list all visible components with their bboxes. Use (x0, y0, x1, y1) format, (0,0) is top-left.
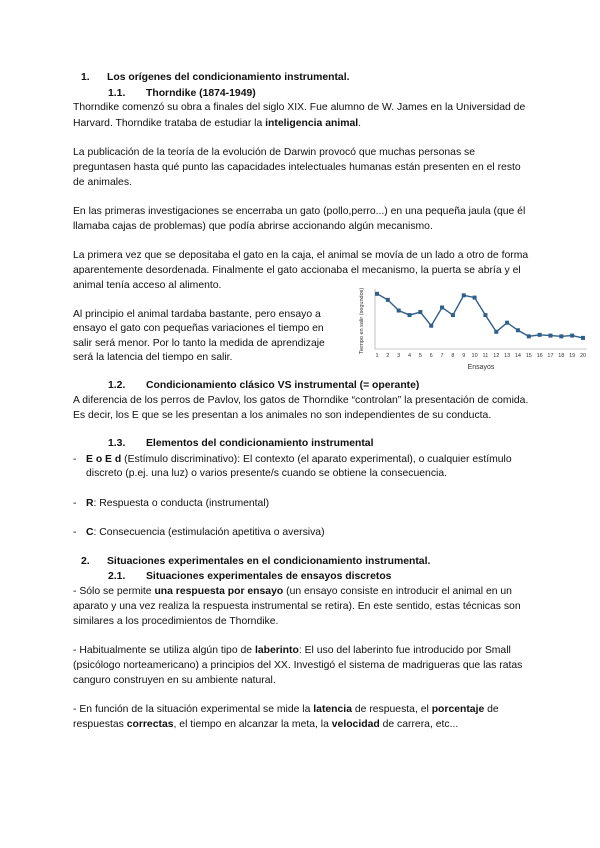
data-point (581, 336, 585, 340)
subsection-title: Elementos del condicionamiento instrumental (146, 438, 374, 449)
paragraph-line: Harvard. Thorndike trataba de estudiar la inteligencia animal. (73, 118, 361, 129)
paragraph-line: - En función de la situación experimental se mide la latencia de respuesta, el porcentaje de (73, 704, 499, 715)
x-tick-label: 10 (471, 353, 478, 359)
data-point (440, 305, 444, 309)
x-tick-label: 13 (504, 353, 511, 359)
learning-curve-chart (355, 287, 590, 372)
data-point (408, 313, 412, 317)
data-point (483, 313, 487, 317)
data-point (429, 324, 433, 328)
paragraph-line: Al principio el animal tardaba bastante, pero ensayo a (73, 309, 321, 320)
x-tick-label: 17 (547, 353, 554, 359)
bold-term: porcentaje (431, 704, 485, 715)
data-point (505, 321, 509, 325)
section-number: 2. (81, 556, 90, 567)
data-point (462, 293, 466, 297)
bold-term: R (86, 498, 94, 509)
list-bullet: - (73, 498, 77, 509)
x-tick-label: 8 (451, 353, 455, 359)
data-point (570, 334, 574, 338)
paragraph-line: será la latencia del tiempo en salir. (73, 352, 233, 363)
x-tick-label: 11 (482, 353, 489, 359)
subsection-number: 2.1. (108, 571, 126, 582)
subsection-number: 1.1. (108, 88, 126, 99)
data-point (397, 309, 401, 313)
bold-term: una respuesta por ensayo (154, 586, 284, 597)
paragraph-line: - Habitualmente se utiliza algún tipo de laberinto: El uso del laberinto fue introducido por Small (73, 645, 511, 656)
x-tick-label: 5 (418, 353, 422, 359)
paragraph-line: respuestas correctas, el tiempo en alcanzar la meta, la velocidad de carrera, etc... (73, 719, 459, 730)
bold-term: E o E d (86, 454, 122, 465)
paragraph-line: de animales. (73, 177, 132, 188)
x-tick-label: 16 (536, 353, 543, 359)
list-item: C: Consecuencia (estimulación apetitiva o aversiva) (86, 527, 325, 538)
data-point (516, 328, 520, 332)
list-bullet: - (73, 527, 77, 538)
data-point (538, 333, 542, 337)
list-bullet: - (73, 454, 77, 465)
paragraph-line: A diferencia de los perros de Pavlov, los gatos de Thorndike “controlan” la presentación de comida. (73, 395, 529, 406)
list-item: E o E d (Estímulo discriminativo): El contexto (el aparato experimental), o cualquier estímulo (86, 454, 512, 465)
data-point (386, 298, 390, 302)
paragraph-line: En las primeras investigaciones se encerraba un gato (pollo,perro...) en una pequeña jaula (que él (73, 206, 526, 217)
subsection-number: 1.2. (108, 380, 126, 391)
x-tick-label: 19 (569, 353, 576, 359)
x-tick-label: 4 (407, 353, 412, 359)
paragraph-line: Es decir, los E que se les presentan a los animales no son independientes de su conducta. (73, 410, 492, 421)
paragraph-line: similares a los procedimientos de Thorndike. (73, 616, 279, 627)
section-title: Situaciones experimentales en el condicionamiento instrumental. (107, 556, 431, 567)
bold-term: velocidad (331, 719, 380, 730)
x-tick-label: 3 (397, 353, 401, 359)
paragraph-line: Thorndike comenzó su obra a finales del siglo XIX. Fue alumno de W. James en la Universidad de (73, 102, 526, 113)
x-tick-label: 2 (386, 353, 390, 359)
x-axis-label: Ensayos (467, 364, 495, 371)
data-point (473, 296, 477, 300)
paragraph-line: ensayo el gato con pequeñas variaciones el tiempo en (73, 323, 324, 334)
x-tick-label: 7 (440, 353, 444, 359)
y-axis-label: Tiempo en salir (segundos) (359, 287, 365, 355)
bold-term: C (86, 527, 94, 538)
x-tick-label: 6 (429, 353, 433, 359)
bold-term: laberinto (254, 645, 299, 656)
data-point (451, 313, 455, 317)
paragraph-line: aparentemente desordenada. Finalmente el gato accionaba el mecanismo, la puerta se abría y el (73, 265, 521, 276)
x-tick-label: 1 (375, 353, 379, 359)
data-point (559, 334, 563, 338)
paragraph-line: La publicación de la teoría de la evolución de Darwin provocó que muchas personas se (73, 147, 476, 158)
paragraph-line: (psicólogo norteamericano) a principios del XX. Investigó el sistema de madrigueras que las ratas (73, 660, 523, 671)
bold-term: latencia (313, 704, 352, 715)
data-point (527, 334, 531, 338)
subsection-number: 1.3. (108, 438, 126, 449)
chart-svg (355, 287, 590, 372)
data-point (548, 334, 552, 338)
paragraph-line: canguro construyen en su ambiente natural. (73, 675, 276, 686)
x-tick-label: 15 (525, 353, 532, 359)
x-tick-label: 9 (462, 353, 466, 359)
x-tick-label: 12 (493, 353, 500, 359)
section-title: Los orígenes del condicionamiento instrumental. (107, 72, 350, 83)
paragraph-line: animal tenía acceso al alimento. (73, 280, 222, 291)
list-item: R: Respuesta o conducta (instrumental) (86, 498, 270, 509)
data-point (494, 330, 498, 334)
subsection-title: Situaciones experimentales de ensayos discretos (146, 571, 392, 582)
paragraph-line: salir será menor. Por lo tanto la medida de aprendizaje (73, 338, 325, 349)
x-tick-label: 20 (579, 353, 587, 359)
subsection-title: Thorndike (1874-1949) (146, 88, 256, 99)
bold-term: correctas (126, 719, 174, 730)
section-number: 1. (81, 72, 90, 83)
x-tick-label: 18 (558, 353, 565, 359)
paragraph-line: aparato y una vez realiza la respuesta instrumental se retira). En este sentido, estas técnicas son (73, 601, 521, 612)
paragraph-line: preguntasen hasta qué punto las capacidades intelectuales humanas están presenten en el resto (73, 162, 521, 173)
paragraph-line: llamaba cajas de problemas) que podía abrirse accionando algún mecanismo. (73, 221, 433, 232)
paragraph-line: La primera vez que se depositaba el gato en la caja, el animal se movía de un lado a otro de forma (73, 250, 529, 261)
subsection-title: Condicionamiento clásico VS instrumental (= operante) (146, 380, 420, 391)
bold-term: inteligencia animal (265, 118, 359, 129)
x-tick-label: 14 (514, 353, 522, 359)
data-point (418, 310, 422, 314)
data-point (375, 292, 379, 296)
list-item-continuation: discreto (p.ej. una luz) o varios presente/s cuando se obtiene la consecuencia. (86, 468, 447, 479)
paragraph-line: - Sólo se permite una respuesta por ensayo (un ensayo consiste en introducir el animal en un (73, 586, 512, 597)
